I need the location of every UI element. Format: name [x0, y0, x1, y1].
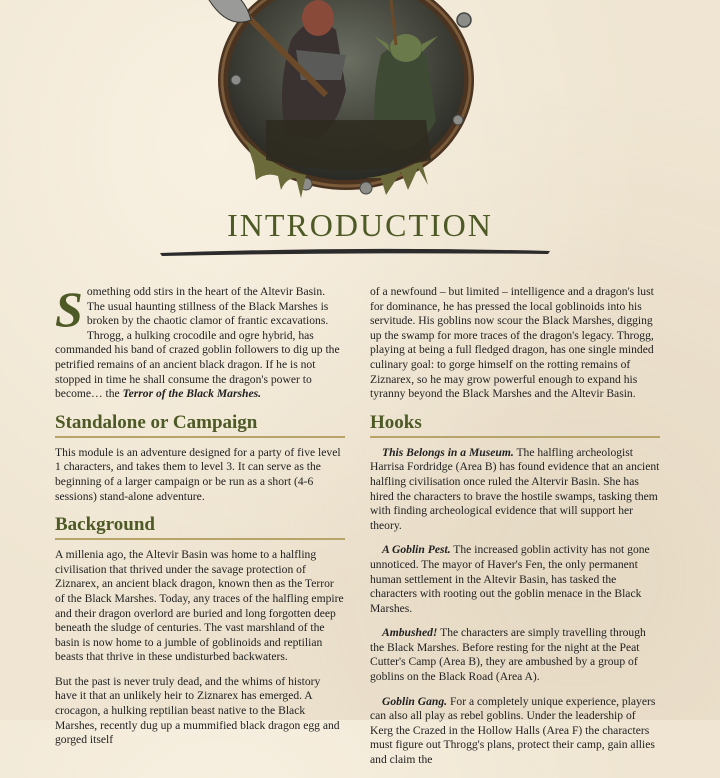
hook-title: This Belongs in a Museum.: [382, 445, 514, 459]
standalone-paragraph: This module is an adventure designed for a party of five level 1 characters, and takes them to level 3. It can serve as the beginning of a larger campaign or be run as a short (4-6 sessions) stand-alone adventure.: [55, 445, 341, 503]
heading-hooks: Hooks: [370, 412, 660, 438]
hook-text: The halfling archeologist Harrisa Fordridge (Area B) has found evidence that an ancient halfling civilisation once ruled the Altervir Basin. She has hired the characters to brave the hostile swamps, tasking them with finding archeological evidence that will support her theory.: [370, 445, 660, 532]
page-title: INTRODUCTION: [227, 207, 493, 243]
left-column: [55, 281, 345, 758]
hook-title: Ambushed!: [382, 626, 438, 640]
hook-item: [370, 543, 660, 616]
intro-paragraph: [55, 281, 345, 402]
heading-standalone: Standalone or Campaign: [55, 412, 345, 438]
hook-text: The characters are simply travelling through the Black Marshes. Before resting for the night at the Peat Cutter's Camp (Area B), they are ambushed by a group of goblins on the Black Road (Area A).: [370, 626, 646, 684]
heading-background: Background: [55, 514, 345, 540]
title-divider: [160, 244, 550, 260]
goblin-warriors-illustration: [196, 0, 496, 198]
hook-title: Goblin Gang.: [382, 694, 448, 708]
intro-emphasis: Terror of the Black Marshes.: [122, 387, 261, 401]
hook-item: [370, 446, 660, 534]
background-paragraph-1: A millenia ago, the Altevir Basin was home to a halfling civilisation that thrived under the savage protection of Ziznarex, an ancient black dragon, known then as the Terror of the Black Marshes. Today, any traces of the halfling empire and their dragon overlord are buried and long forgotten deep beneath the sludge of centuries. The vast marshland of the basin is now home to a jumble of goblinoids and reptilian beasts that thrive in these undisturbed backwaters.: [55, 548, 344, 664]
background-paragraph-2: But the past is never truly dead, and the whims of history have it that an unlikely heir to Ziznarex has emerged. A crocagon, a hulking reptilian beast native to the Black Marshes, recently dug up a mummified black dragon egg and gorged itself: [55, 674, 340, 747]
hook-item: [370, 626, 660, 684]
right-column: [370, 285, 660, 778]
drop-cap: S: [55, 281, 83, 337]
intro-text: omething odd stirs in the heart of the Altevir Basin. The usual haunting stillness of the Black Marshes is broken by the chaotic clamor of frantic excavations. Throgg, a hulking crocodile and ogre hybrid, has commanded his band of crazed goblin followers to dig up the petrified remains of an ancient black dragon. If he is not stopped in time he shall consume the dragon's power to become… the: [55, 285, 340, 401]
hook-text: The increased goblin activity has not gone unnoticed. The mayor of Haver's Fen, the only permanent human settlement in the Altevir Basin, has tasked the characters with rooting out the goblin menace in the Black Marshes.: [370, 543, 650, 615]
continuation-paragraph: of a newfound – but limited – intelligence and a dragon's lust for dominance, he has pressed the local goblinoids into his servitude. His goblins now scour the Black Marshes, digging up the swamp for more traces of the dragon's legacy. Throgg, playing at being a full fledged dragon, has one single minded culinary goal: to gorge himself on the rotting remains of Ziznarex, so he may grow powerful enough to expand his tyranny beyond the Black Marshes and the Altevir Basin.: [370, 285, 654, 401]
hook-title: A Goblin Pest.: [382, 543, 451, 557]
hook-item: [370, 695, 660, 768]
hook-text: For a completely unique experience, players can also all play as rebel goblins. Under the leadership of Kerg the Crazed in the Hollow Halls (Area F) the characters must figure out Throgg's plans, protect their camp, gain allies and claim the: [370, 694, 656, 767]
